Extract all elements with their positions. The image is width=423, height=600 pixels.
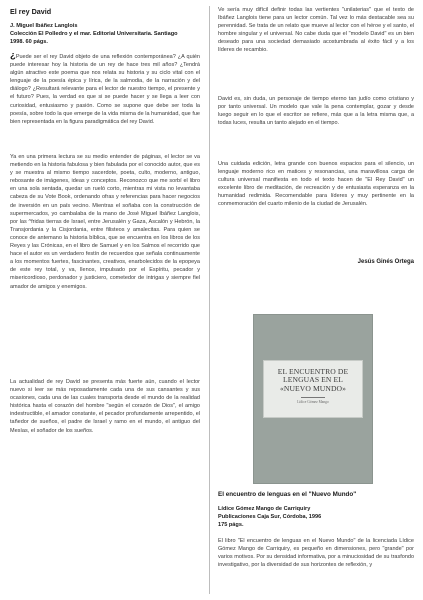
review-paragraph: Ve sería muy difícil definir todas las vertientes "unilaterias" que el texto de Ibáñez Langlois tiene para un lector común. Tal vez lo más destacable sea su perennidad. Se trata de un relato que mueve al lector con el héroe y el santo, el hombre singular y el universal. No cabe duda que el "modelo David" es un bien deseado para una sociedad demasiado acostumbrada al éxito fácil y a los líderes de recambio. xyxy=(218,7,414,54)
book-publisher: Colección El Polledro y el mar. Editorial Universitaria. Santiago xyxy=(10,31,178,37)
book-cover-title: EL ENCUENTRO DE LENGUAS EN EL «NUEVO MUNDO» xyxy=(277,367,349,393)
review-title: El rey David xyxy=(10,7,52,16)
book-cover-image xyxy=(254,315,372,483)
book-year-pages: 1998. 60 págs. xyxy=(10,39,48,45)
book-author: Lídice Gómez Mango de Carriquiry xyxy=(218,506,311,512)
drop-cap: ¿ xyxy=(10,50,16,61)
column-divider xyxy=(209,6,210,594)
review-paragraph: Ya en una primera lectura se su medio entender de páginas, el lector se va metiendo en la historia fabulosa y bien fabulada por el conocido autor, que es y se muestra al mismo tiempo sacerdote, poeta, culto, moderno, antiguo, rebosante de imágenes, ideas y conceptos. Reconozco que me sorbí el libro en una sola sentada, quedar un rueló corto, mientras mi vista no levantaba cabeza de su Vote Book, ordenando ofras y referencias para hacer negocios de inversión en un país vecino. Mientras el soñaba con la construcción de supermercados, yo cambalaba de la mano de José Miguel Ibáñez Langlois, por las ^fridas tierras de Israel, entre Jerusalén y Gaza, Ascalón y Hebrón, la Transjordania y la Cisjordania, entre filisteos y amalecitas. Para quien se conoce de antemano la historia bíblica, que se encuentra en los libros de los Reyes y las Crónicas, en el libro de Samuel y en los Salmos el recorrido que hace el autor es un verdadero festín de recuerdos que señala continuamente a los momentos fuertes, fascinantes, creativos, enarbolecidos de la epopeya de este rey total, y va, llenos, impulsado por el Espíritu, pecador y misericordioso, perdonador y justiciero, cometedor de intrigas y siempre fiel amador de amigos y enemigos. xyxy=(10,154,200,290)
book-cover-author: Lídice Gómez Mango xyxy=(297,399,329,404)
book-publisher: Publicaciones Caja Sur, Córdoba, 1996 xyxy=(218,514,322,520)
book-author: J. Miguel Ibáñez Langlois xyxy=(10,23,78,29)
book-cover-rule xyxy=(301,397,325,398)
book-caption: El encuentro de lenguas en el "Nuevo Mundo" xyxy=(218,491,357,498)
book-cover-label xyxy=(264,361,362,417)
review-paragraph: ¿Puede ser el rey David objeto de una reflexión contemporánea? ¿A quién puede interesar hoy la historia de un rey de hace tres mil años? ¿Tendrá algún atractivo este poema que nos relata su historia y su ciclo vital con el lenguaje de la poesía épica y lírica, de la salmodia, de la narración y del diálogo? ¿Resultará relevante para el lector de nuestro tiempo, el presente y el futuro? Pues, la verdad es que si se puede hacer y se llega a leer con curiosidad, entusiasmo y pasión. Como se supone que debe ser toda la poesía, sobre todo la que emerge de la vida misma de la humanidad, que fue bien representada en la figura paradigmática del rey David. xyxy=(10,50,200,125)
review-paragraph: Una cuidada edición, letra grande con buenos espacios para el silencio, un lenguaje moderno rico en matices y resonancias, una maravillosa carga de cultura universal manifiesta en todo el texto hacen de "El Rey David" un excelente libro de meditación, de recreación y de entusiasta esperanza en la humanidad redimida. Recomendable para líderes y muy pertinente en la conmemoración del cuarto milenio de la ciudad de Jerusalén. xyxy=(218,161,414,208)
review-paragraph: David es, sin duda, un personaje de tiempo eterno tan judío como cristiano y por tanto universal. Un modelo que vale la pena contemplar, gozar y desde luego seguir en lo que el escritor se refiere, más que a la letra misma que, a todas luces, resulta un tanto alejado en el tiempo. xyxy=(218,96,414,127)
book-year-pages: 175 págs. xyxy=(218,522,244,528)
review-paragraph: El libro "El encuentro de lenguas en el Nuevo Mundo" de la licenciada Lídice Gómez Mango de Carriquiry, es pequeño en dimensiones, pero "grande" por varios motivos. Por su densidad informativa, por a minuciosidad de su trasfondo investigativo, por la diversidad de sus horizontes de reflexión, y xyxy=(218,538,414,569)
review-paragraph: La actualidad de rey David se presenta más fuerte aún, cuando el lector nuevo si leer se más reposadamente cada una de sus cansantes y sus ocasiones, cada una de las cuales transporta desde el mundo de la realidad histórica hasta el corazón del hombre "según el corazón de Dios", el amigo indestructible, el amador constante, el pecador profundamente arrepentido, el tañedor de sueños, el padre de Israel y ramo en el mundo, el antiguo del Mesías, el soñador de los sueños. xyxy=(10,379,200,434)
reviewer-signature: Jesús Ginés Ortega xyxy=(357,259,414,265)
